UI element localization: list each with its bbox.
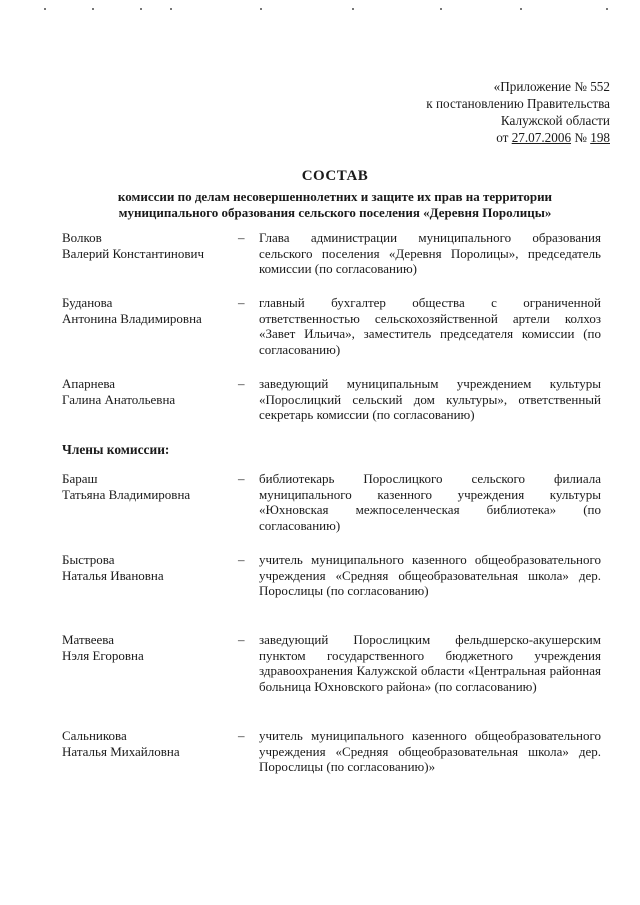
dash: – <box>238 295 245 310</box>
person-surname: Буданова <box>62 295 113 310</box>
dash: – <box>238 230 245 245</box>
person-name <box>62 376 242 407</box>
appendix-line: «Приложение № 552 <box>493 79 610 94</box>
person-name <box>62 632 242 663</box>
person-given-names: Нэля Егоровна <box>62 647 144 663</box>
person-surname: Сальникова <box>62 728 127 743</box>
appendix-header <box>426 78 610 146</box>
scan-marks <box>0 8 640 14</box>
person-surname: Быстрова <box>62 552 115 567</box>
person-name <box>62 295 242 326</box>
person-role: заведующий Порослицким фельдшерско-акушерским пунктом государственного бюджетного учреждения здравоохранения Калужской области «Центральная районная больница Юхновского района» (по согласованию) <box>259 632 601 694</box>
person-role: главный бухгалтер общества с ограниченной ответственностью сельскохозяйственной артели колхоз «Завет Ильича», заместитель председателя комиссии (по согласованию) <box>259 295 601 357</box>
person-given-names: Татьяна Владимировна <box>62 486 191 502</box>
person-role: Глава администрации муниципального образования сельского поселения «Деревня Поролицы», председатель комиссии (по согласованию) <box>259 230 601 277</box>
person-surname: Матвеева <box>62 632 115 647</box>
person-role: библиотекарь Порослицкого сельского филиала муниципального казенного учреждения культуры «Юхновская межпоселенческая библиотека» (по согласованию) <box>259 471 601 533</box>
appendix-date: 27.07.2006 <box>511 130 572 145</box>
person-name <box>62 552 242 583</box>
person-name <box>62 471 242 502</box>
appendix-date-line <box>426 129 610 146</box>
person-given-names: Наталья Ивановна <box>62 567 164 583</box>
person-given-names: Наталья Михайловна <box>62 743 180 759</box>
appendix-line: к постановлению Правительства <box>426 96 610 111</box>
person-surname: Апарнева <box>62 376 116 391</box>
person-name <box>62 728 242 759</box>
appendix-prefix: от <box>496 130 512 145</box>
person-role: учитель муниципального казенного общеобразовательного учреждения «Средняя общеобразовательная школа» дер. Порослицы (по согласованию)» <box>259 728 601 775</box>
person-given-names: Валерий Константинович <box>62 245 205 261</box>
person-surname: Бараш <box>62 471 98 486</box>
person-role: учитель муниципального казенного общеобразовательного учреждения «Средняя общеобразовательная школа» дер. Порослицы (по согласованию) <box>259 552 601 599</box>
dash: – <box>238 552 245 567</box>
appendix-number: 198 <box>590 130 610 145</box>
document-subtitle-line: комиссии по делам несовершеннолетних и защите их прав на территории <box>117 189 553 204</box>
members-heading: Члены комиссии: <box>62 442 170 457</box>
dash: – <box>238 471 245 486</box>
appendix-num-sign: № <box>571 130 591 145</box>
document-title: СОСТАВ <box>301 168 369 184</box>
person-surname: Волков <box>62 230 102 245</box>
title-block <box>60 168 610 221</box>
person-name <box>62 230 242 261</box>
dash: – <box>238 728 245 743</box>
person-role: заведующий муниципальным учреждением культуры «Порослицкий сельский дом культуры», ответственный секретарь комиссии (по согласованию) <box>259 376 601 423</box>
person-given-names: Галина Анатольевна <box>62 391 176 407</box>
dash: – <box>238 632 245 647</box>
document-subtitle-line: муниципального образования сельского поселения «Деревня Поролицы» <box>118 205 552 220</box>
person-given-names: Антонина Владимировна <box>62 310 202 326</box>
appendix-line: Калужской области <box>500 113 610 128</box>
dash: – <box>238 376 245 391</box>
